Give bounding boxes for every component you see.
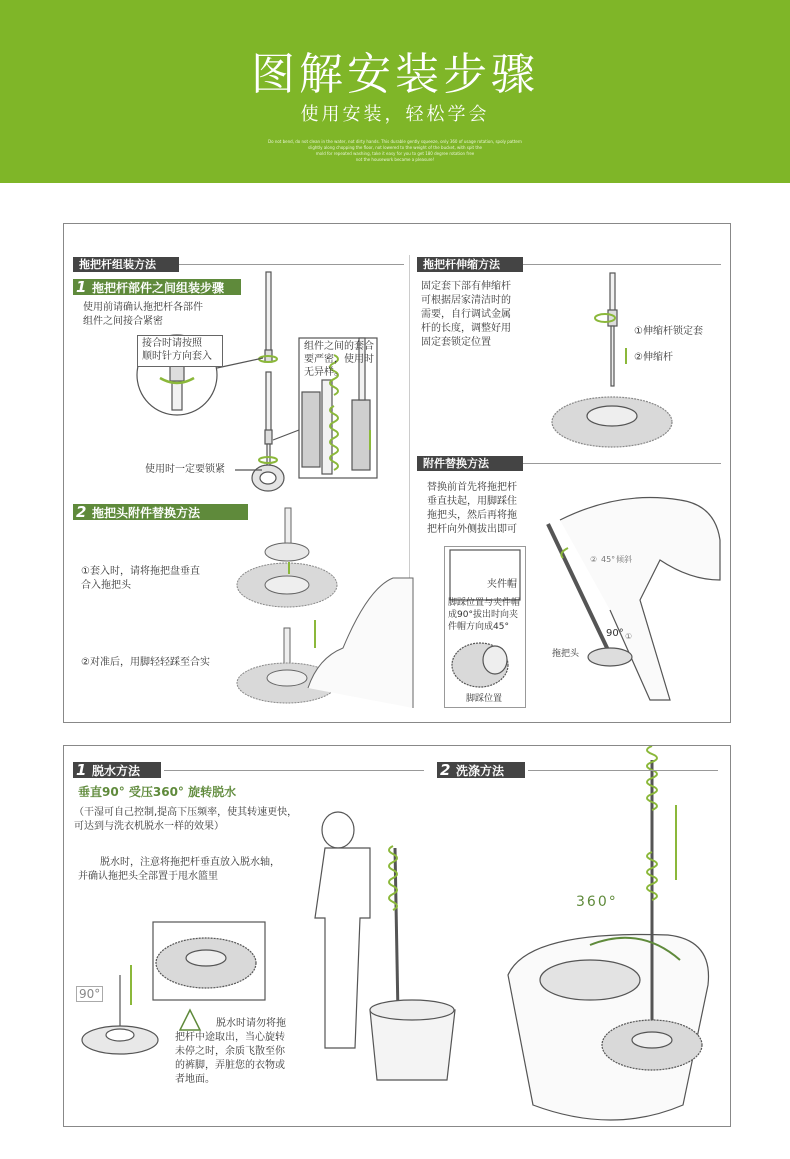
header-rule-accessory bbox=[523, 463, 721, 464]
header-rule bbox=[179, 264, 404, 265]
wash-banner bbox=[437, 762, 525, 778]
spin-rule bbox=[164, 770, 424, 771]
marker-1: ① bbox=[625, 632, 633, 641]
clip-note-3: 件帽方向成45° bbox=[448, 622, 509, 632]
step1-desc-1: 使用前请确认拖把杆各部件 bbox=[83, 302, 203, 313]
step1-label: 拖把杆部件之间组装步骤 bbox=[92, 281, 225, 295]
telescopic-desc-2: 可根据居家清洁时的 bbox=[421, 295, 511, 306]
spin-label: 脱水方法 bbox=[92, 764, 141, 778]
header-telescopic: 拖把杆伸缩方法 bbox=[417, 257, 523, 272]
spin-instruction-1: 脱水时，注意将拖把杆垂直放入脱水轴， bbox=[100, 857, 280, 868]
spin-angle-label: 90° bbox=[76, 986, 103, 1002]
tight-callout-1: 组件之间的套合 bbox=[304, 341, 374, 352]
step2-number: 2 bbox=[76, 503, 87, 521]
wash-number: 2 bbox=[440, 761, 451, 779]
spin-banner bbox=[73, 762, 161, 778]
clip-note-2: 成90°拔出时向夹 bbox=[448, 610, 518, 620]
header-accessory: 附件替换方法 bbox=[417, 456, 523, 471]
spin-number: 1 bbox=[76, 761, 87, 779]
foot-position-label: 脚踩位置 bbox=[466, 694, 503, 704]
replace-desc-3: 拖把头，然后再将拖 bbox=[427, 510, 517, 521]
step1-number: 1 bbox=[76, 278, 87, 296]
warning-2: 把杆中途取出，当心旋转 bbox=[175, 1032, 285, 1043]
tight-callout-2: 要严密，使用时 bbox=[304, 354, 374, 365]
paren-note-1: （干湿可自己控制,提高下压频率，使其转速更快， bbox=[74, 807, 298, 818]
clip-label: 夹件帽 bbox=[487, 579, 517, 590]
marker-2: ② bbox=[590, 555, 598, 564]
lock-note: 使用时一定要锁紧 bbox=[145, 464, 225, 475]
pole-segment-mid bbox=[266, 372, 271, 432]
spin-headline: 垂直90° 受压360° 旋转脱水 bbox=[78, 785, 237, 799]
banner-title: 图解安装步骤 bbox=[251, 49, 539, 100]
spin-instruction-2: 并确认拖把头全部置于甩水篮里 bbox=[78, 871, 218, 882]
replace-desc-4: 把杆向外侧拔出即可 bbox=[427, 524, 517, 535]
telescopic-desc-3: 需要，自行调试金属 bbox=[421, 309, 511, 320]
step1-banner bbox=[73, 279, 241, 295]
telescopic-desc-4: 杆的长度，调整好用 bbox=[421, 323, 511, 334]
telescopic-rod-label: ②伸缩杆 bbox=[634, 352, 673, 363]
tilt-label: 倾斜 bbox=[616, 555, 632, 564]
step2-a-2: 合入拖把头 bbox=[81, 580, 131, 591]
banner-fine-2: slightly along chopping the floor, not lowered to the weight of the bucket, with spit the bbox=[308, 145, 482, 150]
pole-joint-2 bbox=[265, 430, 272, 444]
warning-4: 的裤脚，弄脏您的衣物或 bbox=[175, 1060, 285, 1071]
banner-fine-1: Do not bend, do not clean in the water, not dirty hands. This durable gently squeeze, only 360 of usage rotation, spoly pattern bbox=[268, 139, 522, 144]
step2-a-1: ①套入时，请将拖把盘垂直 bbox=[81, 566, 200, 577]
twist-callout-1: 接合时请按照 bbox=[142, 338, 202, 349]
angle-90-label: 90° bbox=[606, 628, 624, 639]
pole-segment-top bbox=[266, 272, 271, 352]
angle-45-label: 45° bbox=[601, 555, 616, 564]
telescopic-desc-1: 固定套下部有伸缩杆 bbox=[421, 281, 511, 292]
banner-subtitle: 使用安装，轻松学会 bbox=[300, 104, 490, 125]
rotation-label: 360° bbox=[576, 894, 618, 910]
lock-sleeve-label: ①伸缩杆锁定套 bbox=[634, 326, 703, 337]
header-rule-right bbox=[523, 264, 721, 265]
wash-label: 洗涤方法 bbox=[456, 764, 505, 778]
twist-callout bbox=[137, 335, 223, 367]
paren-note-2: 可达到与洗衣机脱水一样的效果） bbox=[74, 821, 224, 832]
spin-wash-panel bbox=[63, 745, 731, 1127]
replace-desc-2: 垂直扶起，用脚踩住 bbox=[427, 496, 517, 507]
twist-callout-2: 顺时针方向套入 bbox=[142, 351, 212, 362]
step2-label: 拖把头附件替换方法 bbox=[92, 506, 201, 520]
step2-b: ②对准后，用脚轻轻踩至合实 bbox=[81, 657, 210, 668]
warning-5: 者地面。 bbox=[175, 1074, 215, 1085]
warning-3: 未停之时，余质飞散至你 bbox=[175, 1046, 285, 1057]
clip-note-1: 脚踩位置与夹件帽 bbox=[448, 598, 521, 608]
banner-fine-3: mold for repeated washing, take it easy for you to get 180 degree rotation free bbox=[315, 151, 475, 156]
mop-plate-top bbox=[265, 543, 309, 561]
header-pole-assembly: 拖把杆组装方法 bbox=[73, 257, 179, 272]
mop-head-label: 拖把头 bbox=[552, 649, 580, 659]
replace-desc-1: 替换前首先将拖把杆 bbox=[427, 482, 517, 493]
step1-desc-2: 组件之间接合紧密 bbox=[83, 316, 163, 327]
tight-callout-3: 无异样。 bbox=[304, 367, 344, 378]
wash-rule bbox=[528, 770, 718, 771]
step2-banner bbox=[73, 504, 248, 520]
telescopic-desc-5: 固定套锁定位置 bbox=[421, 337, 491, 348]
banner-fine-4: not the housework became a pleasure! bbox=[355, 157, 435, 162]
warning-1: 脱水时请勿将拖 bbox=[216, 1018, 286, 1029]
